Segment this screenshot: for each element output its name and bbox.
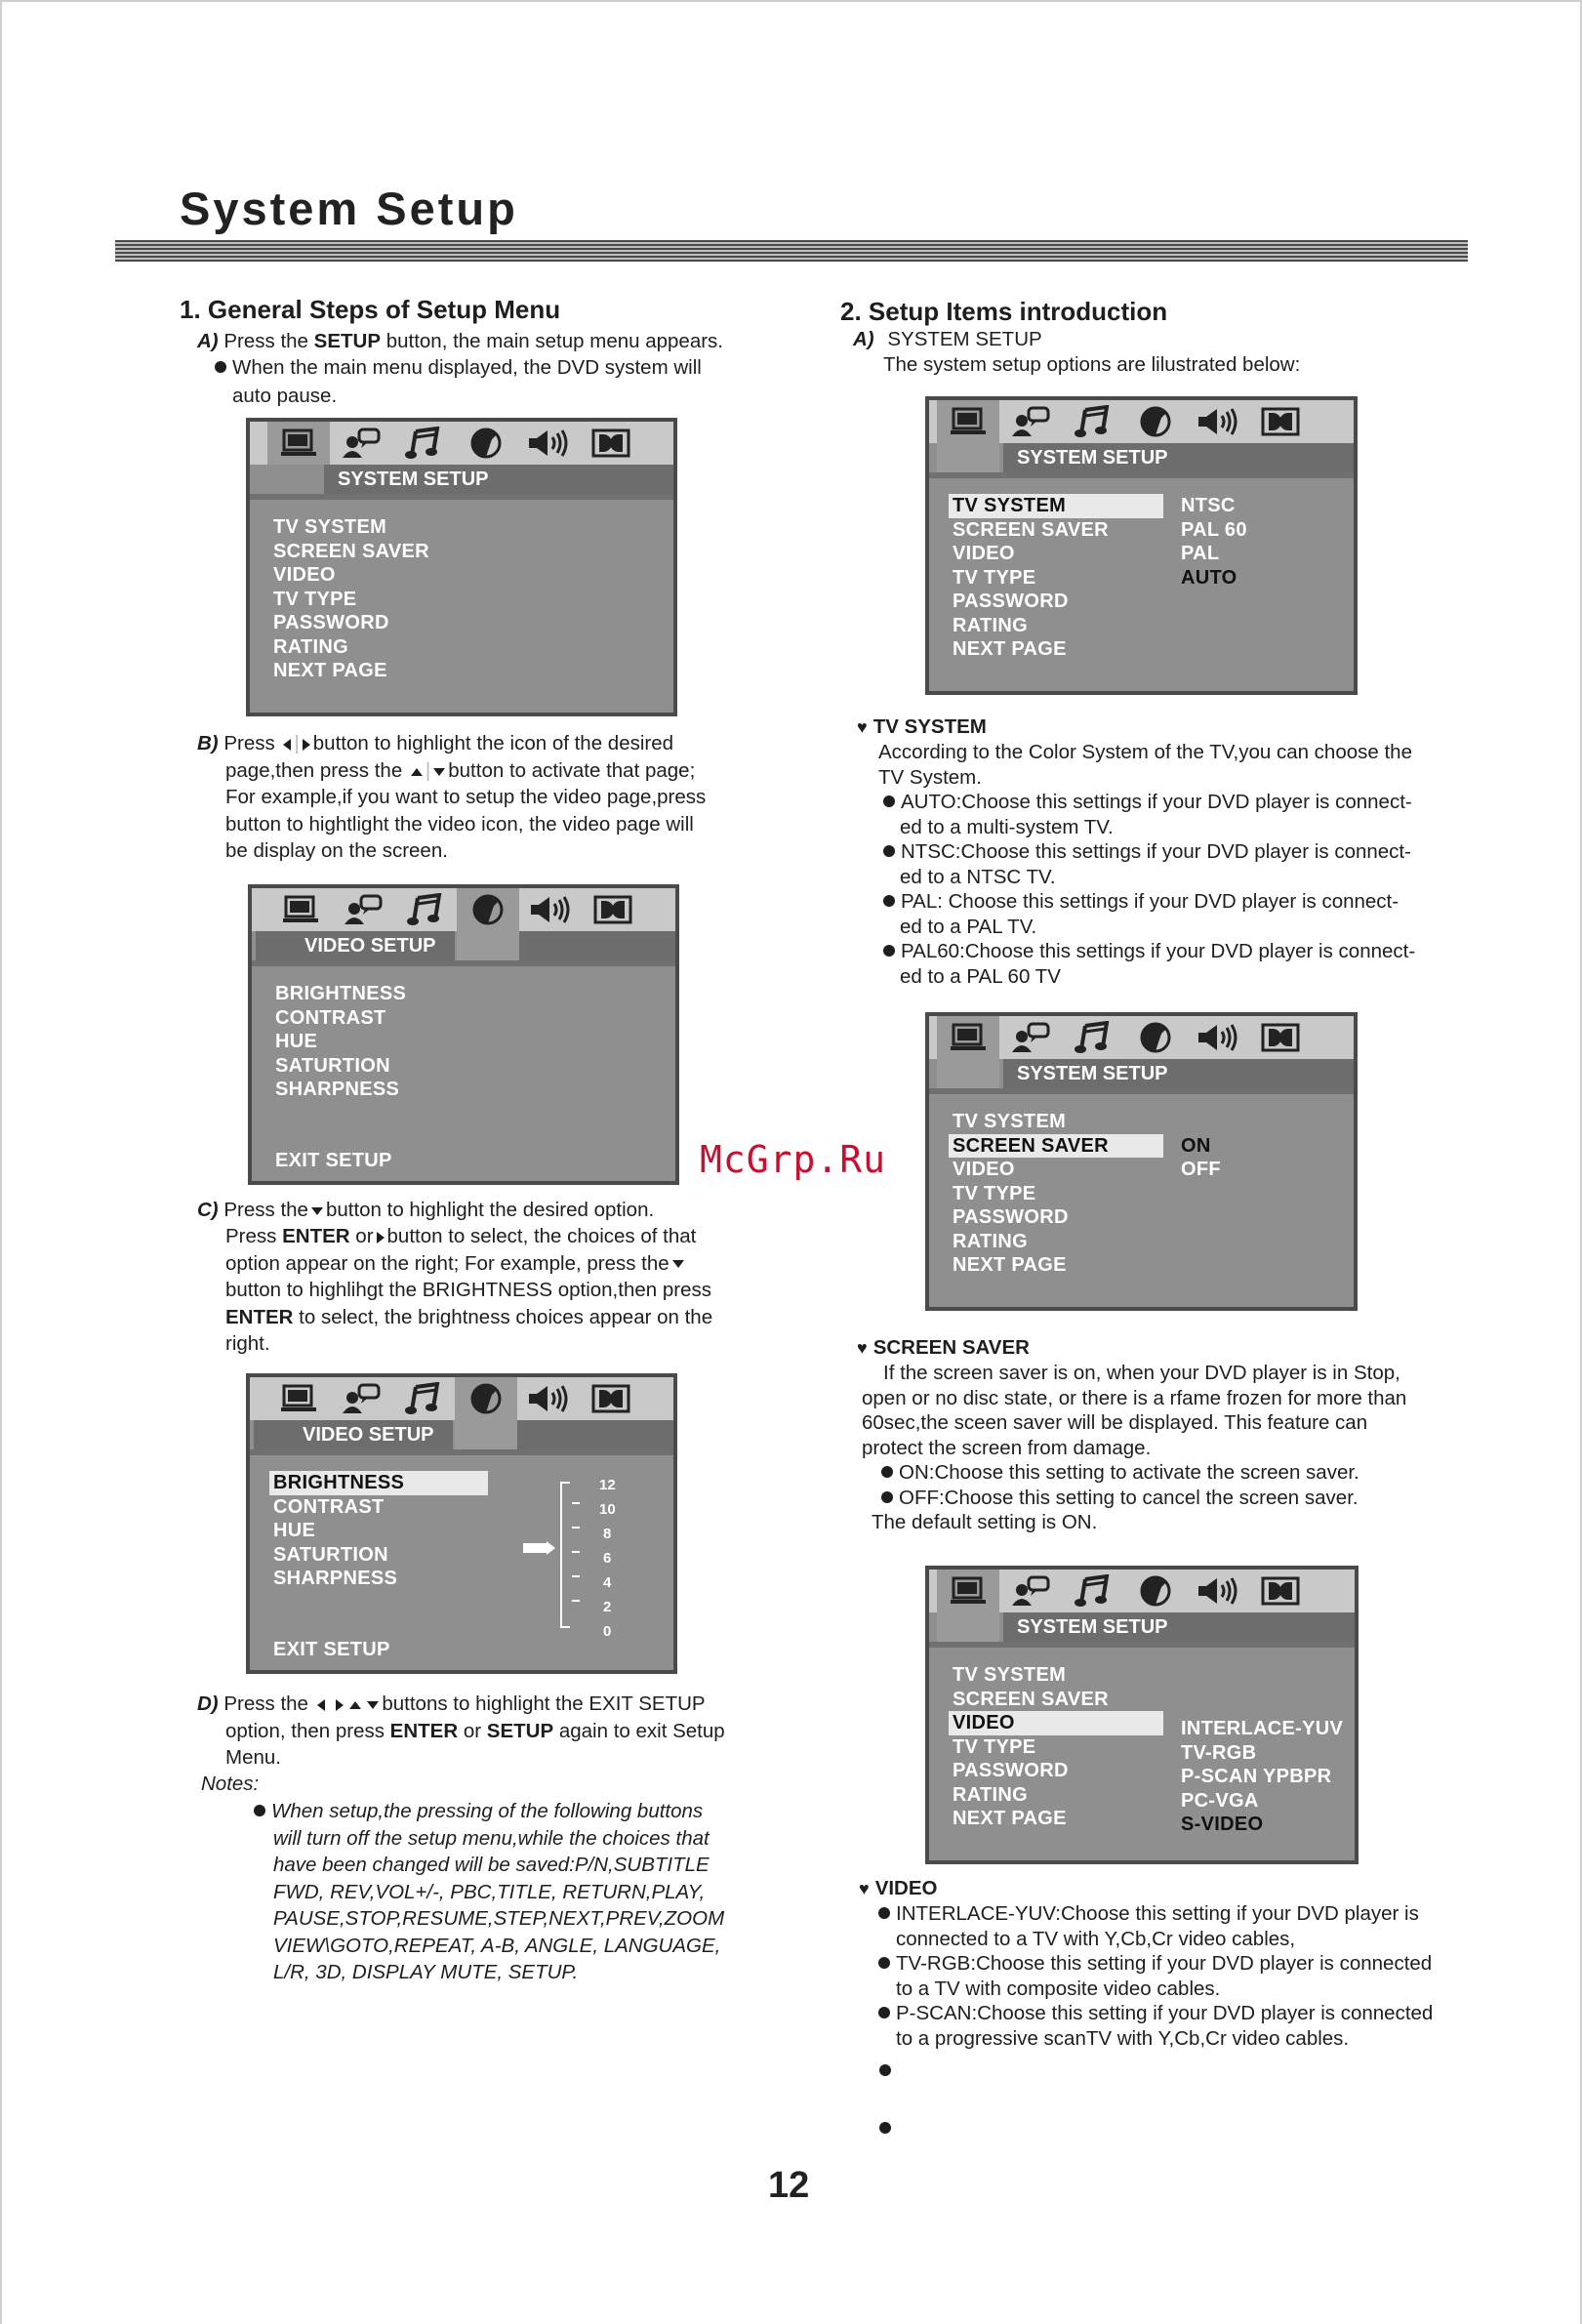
tv-system-title: TV SYSTEM (872, 715, 987, 738)
tv-icon (937, 1570, 999, 1648)
dolby-icon (580, 422, 642, 465)
page-number: 12 (768, 2165, 810, 2206)
osd-item: SATURTION (273, 1543, 388, 1566)
osd-system-setup-video (925, 1566, 1359, 1864)
osd-item: NEXT PAGE (953, 1808, 1067, 1829)
step-c-l2b: ENTER (282, 1225, 350, 1247)
tv-icon (269, 888, 332, 931)
step-c-l2d: button to select, the choices of that (386, 1225, 697, 1247)
osd-item: PASSWORD (273, 612, 389, 633)
notes-line-3: have been changed will be saved:P/N,SUBTITLE (273, 1854, 710, 1876)
level-pointer-arrow-icon (547, 1541, 555, 1555)
scale-cap-top (560, 1482, 570, 1484)
tv-opt-pal (883, 888, 1399, 916)
screen-saver-desc-4: protect the screen from damage. (862, 1436, 1152, 1459)
video-opt-text: TV-RGB:Choose this setting if your DVD player is connected (896, 1952, 1433, 1975)
down-arrow-icon (367, 1701, 379, 1709)
tv-opt-pal-2: ed to a PAL TV. (900, 915, 1037, 938)
osd-title: VIDEO SETUP (256, 931, 455, 960)
speaker-icon (517, 1377, 580, 1420)
osd-item: CONTRAST (275, 1006, 386, 1029)
video-icon (455, 1377, 517, 1455)
tv-icon (937, 400, 999, 478)
osd-option: PAL 60 (1181, 518, 1247, 541)
step-b-line3: For example,if you want to setup the video page,press (225, 786, 707, 808)
osd-option: PC-VGA (1181, 1789, 1259, 1812)
step-c-l1b: button to highlight the desired option. (325, 1199, 655, 1221)
osd-item: PASSWORD (953, 591, 1069, 612)
tv-system-heading (857, 714, 987, 742)
osd-item: VIDEO (953, 1159, 1015, 1180)
osd-item: SATURTION (275, 1054, 390, 1077)
step-d-l2e: again to exit Setup (553, 1719, 725, 1742)
osd-item: NEXT PAGE (953, 638, 1067, 660)
screen-saver-on (881, 1459, 1359, 1487)
osd-item-selected: VIDEO (949, 1711, 1163, 1735)
page-title: System Setup (180, 183, 518, 234)
step-b-l1a: Press (223, 732, 275, 754)
language-icon (332, 888, 394, 931)
bullet-icon (881, 1491, 893, 1503)
right-heading: 2. Setup Items introduction (840, 297, 1168, 326)
screen-saver-desc-1: If the screen saver is on, when your DVD player is in Stop, (883, 1362, 1400, 1384)
screen-saver-default: The default setting is ON. (872, 1511, 1098, 1533)
step-c-label: C) (197, 1199, 219, 1221)
video-icon (1124, 1016, 1187, 1059)
title-rule (115, 240, 1468, 262)
step-c-l3a: option appear on the right; For example, press the (225, 1251, 669, 1275)
scale-label: 4 (603, 1574, 612, 1591)
osd-item: SCREEN SAVER (273, 540, 429, 562)
step-a-post: button, the main setup menu appears. (381, 330, 724, 352)
speaker-icon (1187, 1570, 1249, 1612)
step-d-label: D) (197, 1692, 219, 1715)
osd-item: PASSWORD (953, 1206, 1069, 1228)
tv-icon (267, 1377, 330, 1420)
bullet-icon (878, 1957, 890, 1969)
step-a-pre: Press the (223, 330, 314, 352)
step-c-l5a: ENTER (225, 1305, 294, 1328)
osd-item: RATING (953, 1230, 1028, 1252)
step-b-line2: page,then press the | button to activate that page; (225, 759, 696, 782)
bullet-icon (883, 845, 895, 857)
notes-label: Notes: (201, 1773, 260, 1795)
osd-title: SYSTEM SETUP (324, 465, 673, 494)
bullet-icon (883, 895, 895, 907)
osd-option: NTSC (1181, 495, 1236, 516)
osd-divider (929, 1088, 1354, 1094)
osd-exit-setup: EXIT SETUP (275, 1150, 392, 1171)
right-arrow-icon (377, 1232, 385, 1244)
tv-opt-auto-2: ed to a multi-system TV. (900, 815, 1114, 838)
osd-exit-setup: EXIT SETUP (273, 1639, 390, 1660)
speaker-icon (519, 888, 582, 931)
speaker-icon (1187, 1016, 1249, 1059)
left-heading: 1. General Steps of Setup Menu (180, 295, 561, 324)
step-a (197, 328, 723, 355)
audio-icon (1062, 400, 1124, 443)
osd-item: SHARPNESS (273, 1568, 398, 1589)
audio-icon (1062, 1016, 1124, 1059)
step-b-line5: be display on the screen. (225, 839, 448, 862)
step-b-l2a: page,then press the (225, 759, 403, 782)
audio-icon (392, 422, 455, 465)
bullet-icon (883, 945, 895, 957)
video-heading (859, 1875, 937, 1903)
step-a-bullet-1: When the main menu displayed, the DVD system will (232, 356, 702, 379)
frame-left (0, 0, 2, 2324)
notes-text-0: When setup,the pressing of the following buttons (271, 1800, 704, 1822)
down-arrow-icon (433, 768, 445, 776)
video-opt-rgb (878, 1950, 1432, 1977)
tv-opt-text: NTSC:Choose this settings if your DVD player is connect- (901, 840, 1411, 863)
step-c-line6: right. (225, 1332, 270, 1355)
step-c-line4: button to highlihgt the BRIGHTNESS option,then press (225, 1279, 711, 1301)
screen-saver-title: SCREEN SAVER (872, 1336, 1030, 1359)
watermark: McGrp.Ru (700, 1138, 887, 1181)
video-opt-yuv-2: connected to a TV with Y,Cb,Cr video cables, (896, 1927, 1296, 1950)
video-icon (1124, 400, 1187, 443)
step-b-l2b: button to activate that page; (448, 759, 696, 782)
step-c-line2 (225, 1223, 696, 1250)
bullet-icon (879, 2122, 891, 2134)
heart-bullet-icon: ♥ (857, 1338, 868, 1358)
osd-system-setup-saver (925, 1012, 1358, 1311)
screen-saver-off-text: OFF:Choose this setting to cancel the screen saver. (899, 1486, 1359, 1509)
osd-item: SHARPNESS (275, 1079, 400, 1100)
osd-item: PASSWORD (953, 1760, 1069, 1781)
step-b-l1b: button to highlight the icon of the desired (312, 732, 674, 754)
bullet-icon (254, 1805, 265, 1816)
bullet-icon (879, 2064, 891, 2076)
osd-item: TV SYSTEM (953, 1111, 1067, 1132)
osd-title: SYSTEM SETUP (1003, 1612, 1355, 1642)
tv-icon (267, 422, 330, 465)
scale-axis (560, 1482, 562, 1628)
tv-system-desc-1: According to the Color System of the TV,you can choose the (878, 741, 1412, 763)
osd-option: PAL (1181, 543, 1220, 564)
osd-item-selected: SCREEN SAVER (949, 1134, 1163, 1159)
video-opt-text: P-SCAN:Choose this setting if your DVD player is connected (896, 2002, 1434, 2024)
scale-tick (572, 1527, 580, 1529)
notes-line-1 (254, 1798, 703, 1825)
osd-item: TV TYPE (953, 1735, 1036, 1758)
tv-opt-pal60 (883, 938, 1415, 965)
step-d-l2d: SETUP (486, 1719, 554, 1742)
left-arrow-icon (283, 739, 291, 751)
scale-label: 8 (603, 1526, 612, 1542)
osd-item: RATING (953, 614, 1028, 636)
right-arrow-icon (336, 1699, 344, 1711)
dolby-icon (582, 888, 644, 931)
scale-label: 12 (599, 1477, 616, 1493)
video-title: VIDEO (874, 1877, 938, 1899)
dolby-icon (1249, 1016, 1312, 1059)
bullet-icon (878, 1907, 890, 1919)
scale-cap-bottom (560, 1626, 570, 1628)
step-a-bold: SETUP (313, 330, 381, 352)
video-opt-rgb-2: to a TV with composite video cables. (896, 1977, 1221, 2000)
heart-bullet-icon: ♥ (859, 1879, 870, 1898)
heart-bullet-icon: ♥ (857, 717, 868, 737)
language-icon (330, 422, 392, 465)
notes-line-5: PAUSE,STOP,RESUME,STEP,NEXT,PREV,ZOOM (273, 1907, 725, 1930)
osd-divider (929, 472, 1354, 478)
step-c-l2a: Press (225, 1225, 283, 1247)
osd-system-setup-1 (246, 418, 677, 716)
down-arrow-icon (311, 1207, 323, 1215)
osd-item: SCREEN SAVER (953, 518, 1109, 541)
right-a-label: A) (853, 328, 874, 350)
speaker-icon (517, 422, 580, 465)
step-a-label: A) (197, 330, 219, 352)
osd-title-filler (517, 1420, 673, 1449)
frame-top (0, 0, 1582, 2)
right-a-line (853, 326, 1042, 353)
audio-icon (1062, 1570, 1124, 1612)
video-icon (457, 888, 519, 966)
right-arrow-icon (303, 739, 310, 751)
osd-divider (252, 960, 675, 966)
step-c-line3 (225, 1250, 687, 1278)
osd-video-setup-1 (248, 884, 679, 1185)
right-a-desc: The system setup options are lilustrated below: (883, 353, 1301, 376)
speaker-icon (1187, 400, 1249, 443)
osd-item: CONTRAST (273, 1495, 385, 1518)
screen-saver-heading (857, 1334, 1030, 1363)
osd-option-current: S-VIDEO (1181, 1814, 1264, 1835)
notes-line-4: FWD, REV,VOL+/-, PBC,TITLE, RETURN,PLAY, (273, 1880, 706, 1903)
step-a-bullet-2: auto pause. (232, 385, 338, 407)
scale-tick (572, 1575, 580, 1577)
level-pointer-icon (523, 1543, 547, 1553)
step-d-line2 (225, 1718, 725, 1745)
osd-video-setup-2 (246, 1373, 677, 1674)
osd-item: TV SYSTEM (273, 516, 387, 538)
bullet-icon (878, 2007, 890, 2018)
osd-item: BRIGHTNESS (275, 983, 407, 1004)
osd-item: NEXT PAGE (273, 660, 387, 681)
bullet-icon (881, 1466, 893, 1478)
scale-label: 10 (599, 1501, 616, 1518)
tv-opt-text: PAL: Choose this settings if your DVD player is connect- (901, 890, 1399, 913)
osd-item-selected: BRIGHTNESS (269, 1471, 488, 1495)
step-b-line4: button to hightlight the video icon, the video page will (225, 812, 694, 836)
osd-item: RATING (953, 1783, 1028, 1806)
video-opt-text: INTERLACE-YUV:Choose this setting if your DVD player is (896, 1902, 1419, 1925)
step-c-line1 (197, 1197, 654, 1224)
tv-opt-pal60-2: ed to a PAL 60 TV (900, 964, 1061, 988)
tv-opt-text: PAL60:Choose this settings if your DVD player is connect- (901, 940, 1416, 962)
tv-opt-ntsc-2: ed to a NTSC TV. (900, 865, 1056, 888)
video-icon (1124, 1570, 1187, 1612)
osd-item: TV TYPE (953, 1182, 1036, 1204)
language-icon (330, 1377, 392, 1420)
step-c-line5 (225, 1304, 712, 1331)
tv-opt-text: AUTO:Choose this settings if your DVD player is connect- (901, 791, 1412, 813)
osd-title: SYSTEM SETUP (1003, 1059, 1354, 1088)
osd-item: TV SYSTEM (953, 1664, 1067, 1686)
step-d-line3: Menu. (225, 1746, 281, 1769)
video-opt-pscan-2: to a progressive scanTV with Y,Cb,Cr video cables. (896, 2026, 1350, 2050)
language-icon (999, 1016, 1062, 1059)
scale-tick (572, 1551, 580, 1553)
empty-bullet-1 (879, 2064, 897, 2082)
left-arrow-icon (317, 1699, 325, 1711)
right-a-title: SYSTEM SETUP (887, 328, 1042, 350)
notes-line-2: will turn off the setup menu,while the choices that (273, 1826, 710, 1850)
bullet-icon (883, 795, 895, 807)
step-d-l2c: or (458, 1719, 487, 1742)
scale-tick (572, 1600, 580, 1602)
osd-item: HUE (273, 1520, 316, 1541)
up-arrow-icon (349, 1701, 361, 1709)
osd-option-current: AUTO (1181, 566, 1237, 589)
osd-title: VIDEO SETUP (254, 1420, 453, 1449)
step-d-l2b: ENTER (389, 1719, 459, 1742)
step-d-l1b: buttons to highlight the EXIT SETUP (382, 1692, 706, 1715)
scale-label: 2 (603, 1599, 612, 1615)
tv-opt-ntsc (883, 838, 1411, 866)
osd-option: TV-RGB (1181, 1741, 1257, 1764)
step-b-line1: B) Press | button to highlight the icon of the desired (197, 732, 674, 754)
step-d-line1 (197, 1691, 706, 1718)
scale-tick (572, 1502, 580, 1504)
osd-item-selected: TV SYSTEM (949, 494, 1163, 518)
osd-item: TV TYPE (273, 588, 357, 610)
osd-item: NEXT PAGE (953, 1254, 1067, 1276)
osd-item: TV TYPE (953, 566, 1036, 589)
osd-item: RATING (273, 635, 348, 658)
scale-label: 6 (603, 1550, 612, 1567)
tv-icon (937, 1016, 999, 1094)
down-arrow-icon (672, 1260, 684, 1268)
osd-option: INTERLACE-YUV (1181, 1718, 1344, 1739)
screen-saver-off (881, 1485, 1359, 1512)
osd-divider (250, 1449, 673, 1455)
osd-item: HUE (275, 1031, 318, 1052)
video-icon (455, 422, 517, 465)
empty-bullet-2 (879, 2122, 897, 2140)
screen-saver-desc-2: open or no disc state, or there is a rfame frozen for more than (862, 1386, 1407, 1409)
step-a-bullet (215, 354, 702, 382)
video-opt-pscan (878, 2000, 1433, 2027)
language-icon (999, 1570, 1062, 1612)
language-icon (999, 400, 1062, 443)
audio-icon (392, 1377, 455, 1420)
osd-option-current: ON (1181, 1134, 1211, 1157)
osd-option: P-SCAN YPBPR (1181, 1766, 1332, 1787)
screen-saver-on-text: ON:Choose this setting to activate the screen saver. (899, 1461, 1359, 1484)
step-c-l2c: or (349, 1225, 374, 1247)
dolby-icon (1249, 400, 1312, 443)
notes-line-7: L/R, 3D, DISPLAY MUTE, SETUP. (273, 1961, 579, 1983)
bullet-icon (215, 361, 226, 373)
step-c-l1a: Press the (223, 1199, 308, 1221)
video-opt-yuv (878, 1900, 1419, 1928)
step-b-label: B) (197, 732, 219, 754)
scale-label: 0 (603, 1623, 612, 1640)
osd-title: SYSTEM SETUP (1003, 443, 1354, 472)
osd-item: VIDEO (953, 543, 1015, 564)
step-d-l1a: Press the (223, 1692, 308, 1715)
osd-title-filler (519, 931, 675, 960)
dolby-icon (580, 1377, 642, 1420)
osd-system-setup-tv (925, 396, 1358, 695)
notes-line-6: VIEW\GOTO,REPEAT, A-B, ANGLE, LANGUAGE, (273, 1934, 721, 1957)
osd-item: SCREEN SAVER (953, 1688, 1109, 1710)
step-d-l2a: option, then press (225, 1719, 390, 1742)
osd-item: VIDEO (273, 564, 336, 586)
osd-option: OFF (1181, 1159, 1221, 1180)
up-arrow-icon (411, 768, 423, 776)
tv-system-desc-2: TV System. (878, 765, 982, 789)
step-c-l5b: to select, the brightness choices appear on the (293, 1305, 713, 1328)
osd-divider (929, 1642, 1355, 1648)
dolby-icon (1249, 1570, 1312, 1612)
osd-divider (250, 494, 673, 500)
audio-icon (394, 888, 457, 931)
tv-opt-auto (883, 789, 1412, 816)
screen-saver-desc-3: 60sec,the sceen saver will be displayed. This feature can (862, 1411, 1368, 1434)
